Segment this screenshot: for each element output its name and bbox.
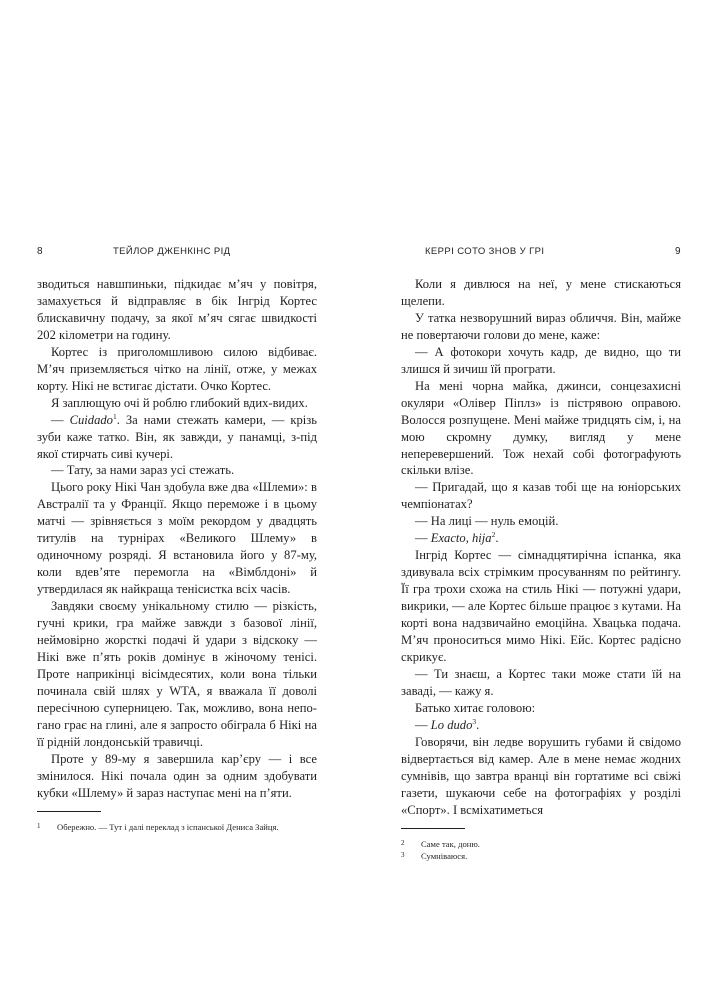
- footnote: [401, 850, 681, 863]
- left-page-body: [37, 276, 317, 833]
- left-running-head: ТЕЙЛОР ДЖЕНКІНС РІД: [112, 246, 231, 257]
- paragraph: На мені чорна майка, джинси, сонцезахисні окуляри «Олівер Піплз» із пістрявою оправою. Волосся розпущене. Мені майже тридцять сім, і, на мою скромну думку, вигляд у мене неперевершений. Тож нехай собі фотографують скільки влізе.: [401, 378, 681, 478]
- footnote-text: Саме так, доню.: [421, 838, 480, 849]
- paragraph: — Cuidado$^1$. За нами стежать камери, — крізь зуби каже татко. Він, як завжди, у панамці, з-під якої стирчать сиві кучері.: [37, 411, 318, 461]
- paragraph: Завдяки своєму унікальному стилю — різкість, гучні крики, гра майже завжди з базової лінії, неймовірно жорсткі подачі й удари з відскоку — Нікі вже п’ять років домінує в жіночому тенісі. Проте наприкінці вісімдесятих, коли вона тільки починала свій шлях у WTA, я вважала її доволі пересічною суперницею. Так, можливо, вона непогано грає на глині, але я запросто обіграла б Нікі на її рідній лондонській травичці.: [37, 599, 317, 749]
- right-page-number: 9: [675, 246, 681, 257]
- paragraph: Говорячи, він ледве ворушить губами й свідомо відвертається від камер. Але в мене немає жодних сумнівів, що завтра вранці він гортатиме всі свіжі газети, шукаючи себе на фотографіях у розділі «Спорт». І всміхатиметься: [401, 734, 681, 817]
- footnote-ref: 3: [472, 716, 477, 726]
- left-running-header: [37, 246, 317, 262]
- paragraph: Кортес із приголомшливою силою відбиває. М’яч приземляється чітко на лінії, отже, у межах корту. Нікі не встигає дістати. Очко Кортес.: [37, 344, 317, 393]
- footnote: [37, 821, 317, 834]
- footnote-number: 3: [401, 851, 405, 859]
- paragraph: — А фотокори хочуть кадр, де видно, що ти злишся й зичиш їй програти.: [401, 344, 681, 376]
- paragraph: У татка незворушний вираз обличчя. Він, майже не повертаючи голови до мене, каже:: [401, 310, 681, 342]
- right-page: [401, 246, 681, 863]
- paragraph: — Lo dudo$^3$.: [415, 716, 480, 732]
- paragraph: — Ти знаєш, а Кортес таки може стати їй на заваді, — кажу я.: [401, 666, 681, 698]
- right-running-header: [401, 246, 681, 262]
- footnote: [401, 838, 681, 851]
- footnote-text: Обережно. — Тут і далі переклад з іспанської Дениса Зайця.: [57, 821, 279, 832]
- footnote-divider: [401, 828, 465, 829]
- foreign-phrase: Lo dudo: [430, 717, 473, 732]
- footnote-divider: [37, 811, 101, 812]
- footnote-number: 2: [401, 838, 405, 847]
- footnote-ref: 1: [112, 411, 117, 421]
- paragraph: Я заплющую очі й роблю глибокий вдих-видих.: [51, 395, 308, 410]
- foreign-phrase: Exacto, hija: [430, 531, 492, 546]
- right-page-body: [401, 276, 681, 863]
- paragraph: — Exacto, hija$^2$.: [415, 530, 499, 546]
- footnote-ref: 2: [491, 530, 496, 540]
- paragraph: Цього року Нікі Чан здобула вже два «Шлеми»: в Австралії та у Франції. Якщо переможе і в цьому матчі — зрівняється з моїм рекордом у двадцять титулів на турнірах «Великого Шлему» в одиночному розряді. Я встановила його у 87-му, коли вдев’яте перемогла на «Вімблдоні» й утвердилася як найкраща тенісистка всіх часів.: [37, 480, 317, 597]
- paragraph: Інгрід Кортес — сімнадцятирічна іспанка, яка здивувала всіх стрімким просуванням по рейтингу. Її гра трохи схожа на стиль Нікі — потужні удари, викрики, — але Кортес більше працює з кутами. На корті вона надзвичайно емоційна. Хвацька подача. М’яч проноситься мимо Нікі. Ейс. Кортес радісно скрикує.: [401, 548, 681, 664]
- left-page: [37, 246, 317, 833]
- paragraph: Проте у 89-му я завершила кар’єру — і все змінилося. Нікі почала один за одним здобувати кубки «Шлему» й зараз наступає мені на п’яти.: [37, 751, 317, 800]
- paragraph: Коли я дивлюся на неї, у мене стискаються щелепи.: [401, 277, 681, 308]
- paragraph: зводиться навшпиньки, підкидає м’яч у повітря, замахується й відправляє в бік Інгрід Кортес блискавичну подачу, за якої м’яч сягає швидкості 202 кілометри на годину.: [37, 277, 317, 342]
- paragraph: — Тату, за нами зараз усі стежать.: [51, 463, 235, 478]
- left-page-number: 8: [37, 246, 43, 257]
- right-running-head: КЕРРІ СОТО ЗНОВ У ГРІ: [425, 246, 545, 257]
- paragraph: — Пригадай, що я казав тобі ще на юніорських чемпіонатах?: [401, 480, 681, 512]
- footnote-number: 1: [37, 821, 41, 830]
- foreign-phrase: Cuidado: [69, 412, 113, 427]
- paragraph: — На лиці — нуль емоцій.: [415, 514, 559, 529]
- footnote-text: Сумніваюся.: [421, 851, 468, 861]
- paragraph: Батько хитає головою:: [415, 700, 536, 715]
